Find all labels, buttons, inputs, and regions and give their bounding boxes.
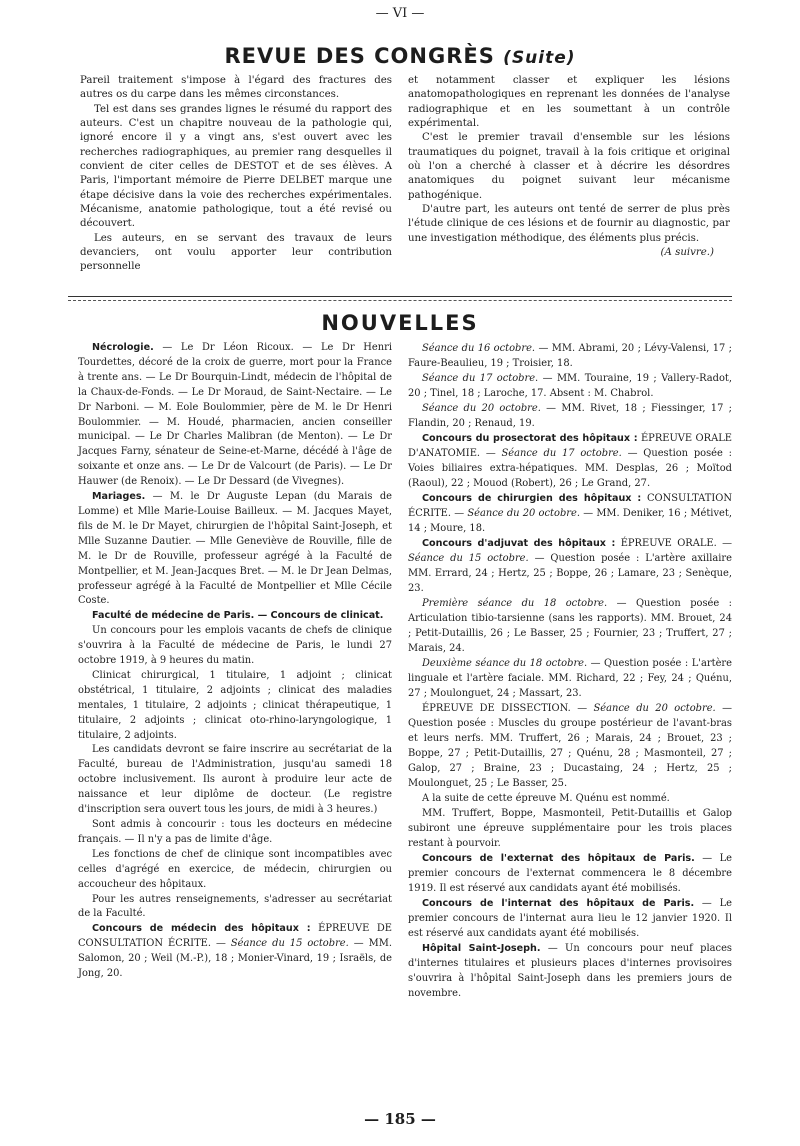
seance-text: — Question posée : Articulation tibio-tarsienne (sans les rapports). MM. Brouet, 24 ; Petit-Dutaillis, 26 ; Le Basser, 25 ; Fournier, 23 ; Truffert, 27 ; Marais, 24.	[408, 598, 732, 654]
faculte-heading: Faculté de médecine de Paris. — Concours de clinicat.	[92, 610, 384, 622]
faculte-paragraph: Pour les autres renseignements, s'adresser au secrétariat de la Faculté.	[78, 893, 392, 920]
nouvelles-left-column	[78, 341, 392, 982]
prosectorat-text: — Question posée : Voies biliaires extra-hépatiques. MM. Desplas, 26 ; Moïtod (Raoul), 22 ; Mouod (Robert), 26 ; Le Grand, 27.	[408, 448, 732, 489]
revue-left-paragraph: Tel est dans ses grandes lignes le résumé du rapport des auteurs. C'est un chapitre nouveau de la pathologie qui, ignoré encore il y a vingt ans, s'est ouvert avec les recherches radiographiques, au premier rang desquelles il convient de citer celles de DESTOT et de ses élèves. A Paris, l'important mémoire de Pierre DELBET marque une étape décisive dans la voie des recherches expérimentales. Mécanisme, anatomie pathologique, tout a été revisé ou découvert.	[80, 103, 392, 230]
saint-joseph-heading: Hôpital Saint-Joseph.	[422, 943, 541, 954]
seance-label: Séance du 16 octobre.	[422, 343, 536, 354]
necrologie-heading: Nécrologie.	[92, 342, 154, 353]
revue-title-text: REVUE DES CONGRÈS	[224, 44, 495, 68]
section-divider-dashed	[68, 300, 732, 301]
prosectorat-epreuve: ÉPREUVE ORALE D'ANATOMIE.	[408, 433, 732, 459]
folio: — VI —	[375, 6, 425, 21]
faculte-paragraph: Les fonctions de chef de clinique sont incompatibles avec celles d'agrégé en exercice, de médecin, chirurgien ou accoucheur des hôpitaux.	[78, 848, 392, 890]
revue-right-paragraph: et notamment classer et expliquer les lésions anatomopathologiques en reprenant les données de l'analyse radiographique et en les soumettant à un contrôle expérimental.	[408, 75, 730, 130]
adjuvat-seance: — Séance du 15 octobre.	[408, 538, 733, 564]
attribution: (A suivre.)	[660, 247, 714, 259]
faculte-paragraph: Un concours pour les emplois vacants de chefs de clinique s'ouvrira à la Faculté de médecine de Paris, le lundi 27 octobre 1919, à 9 heures du matin.	[78, 625, 392, 667]
mariages-heading: Mariages.	[92, 491, 146, 503]
subiront-paragraph: MM. Truffert, Boppe, Masmonteil, Petit-Dutaillis et Galop subiront une épreuve supplémentaire pour les trois places restant à pourvoir.	[408, 808, 732, 849]
revue-left-paragraph: Les auteurs, en se servant des travaux de leurs devanciers, ont voulu apporter leur contribution personnelle	[80, 232, 392, 273]
faculte-paragraph: Sont admis à concourir : tous les docteurs en médecine français. — Il n'y a pas de limite d'âge.	[78, 819, 392, 845]
seance-text: — MM. Abrami, 20 ; Lévy-Valensi, 17 ; Faure-Beaulieu, 19 ; Troisier, 18.	[408, 343, 732, 369]
externat-heading: Concours de l'externat des hôpitaux de Paris.	[422, 853, 695, 864]
dissection-seance: — Séance du 20 octobre.	[570, 703, 716, 714]
revue-left-column	[80, 74, 392, 275]
quenu-paragraph: A la suite de cette épreuve M. Quénu est nommé.	[422, 793, 670, 804]
section-divider	[68, 296, 732, 297]
nouvelles-right-column	[408, 341, 732, 1001]
dissection-text: — Question posée : Muscles du groupe postérieur de l'avant-bras et leurs nerfs. MM. Truffert, 26 ; Marais, 24 ; Brouet, 23 ; Boppe, 27 ; Petit-Dutaillis, 27 ; Quénu, 28 ; Masmonteil, 27 ; Galop, 27 ; Braine, 23 ; Ducastaing, 24 ; Hertz, 25 ; Moulonguet, 25 ; Le Basser, 25.	[408, 703, 733, 789]
revue-title-suffix: (Suite)	[503, 48, 576, 68]
medecin-epreuve: ÉPREUVE DE CONSULTATION ÉCRITE.	[78, 923, 392, 950]
revue-title	[0, 44, 800, 68]
revue-right-paragraph: C'est le premier travail d'ensemble sur les lésions traumatiques du poignet, travail à la fois critique et original où l'on a cherché à classer et à décrire les désordres anatomiques du poignet suivant leur mécanisme pathogénique.	[408, 132, 730, 201]
medecin-seance: — Séance du 15 octobre.	[211, 938, 349, 950]
faculte-paragraph: Clinicat chirurgical, 1 titulaire, 1 adjoint ; clinicat obstétrical, 1 titulaire, 2 adjoints ; clinicat des maladies mentales, 1 titulaire, 2 adjoints ; clinicat thérapeutique, 1 titulaire, 2 adjoints ; clinicat oto-rhino-laryngologique, 1 titulaire, 2 adjoints.	[78, 669, 392, 741]
page-number: — 185 —	[364, 1110, 436, 1128]
adjuvat-epreuve: ÉPREUVE ORALE.	[615, 538, 717, 549]
necrologie-text: — Le Dr Léon Ricoux. — Le Dr Henri Tourdettes, décoré de la croix de guerre, mort pour la France à trente ans. — Le Dr Bourquin-Lindt, médecin de l'hôpital de la Chaux-de-Fonds. — Le Dr Moraud, de Saint-Nectaire. — Le Dr Narboni. — M. Eole Boulommier, père de M. le Dr Henri Boulommier. — M. Houdé, pharmacien, ancien conseiller municipal. — Le Dr Charles Malibran (de Menton). — Le Dr Jacques Farny, sénateur de Seine-et-Marne, décédé à l'âge de soixante et onze ans. — Le Dr de Valcourt (de Paris). — Le Dr Hauwer (de Renoix). — Le Dr Dessard (de Vivegnes).	[78, 342, 392, 488]
dissection-epreuve: ÉPREUVE DE DISSECTION.	[422, 703, 571, 714]
chirurgien-epreuve: CONSULTATION ÉCRITE.	[408, 493, 732, 519]
medecin-text: — MM. Salomon, 20 ; Weil (M.-P.), 18 ; Monier-Vinard, 19 ; Israëls, de Jong, 20.	[78, 938, 393, 980]
seance-label: Première séance du 18 octobre.	[422, 598, 608, 609]
seance-label: Séance du 20 octobre.	[422, 403, 541, 414]
saint-joseph-text: — Un concours pour neuf places d'internes titulaires et plusieurs places d'internes provisoires s'ouvrira à l'hôpital Saint-Joseph dans les premiers jours de novembre.	[408, 943, 732, 999]
revue-right-column	[408, 74, 730, 260]
medecin-heading: Concours de médecin des hôpitaux :	[92, 923, 311, 935]
adjuvat-heading: Concours d'adjuvat des hôpitaux :	[422, 538, 616, 549]
revue-left-paragraph: Pareil traitement s'impose à l'égard des fractures des autres os du carpe dans les mêmes circonstances.	[80, 75, 392, 101]
internat-text: — Le premier concours de l'internat aura lieu le 12 janvier 1920. Il est réservé aux candidats ayant été mobilisés.	[408, 898, 732, 939]
seance-text: — Question posée : L'artère linguale et l'artère faciale. MM. Richard, 22 ; Fey, 24 ; Quénu, 27 ; Moulonguet, 24 ; Massart, 23.	[408, 658, 732, 699]
internat-heading: Concours de l'internat des hôpitaux de Paris.	[422, 898, 695, 909]
chirurgien-seance: — Séance du 20 octobre.	[451, 508, 580, 519]
chirurgien-text: — MM. Deniker, 16 ; Métivet, 14 ; Moure, 18.	[408, 508, 732, 534]
faculte-paragraph: Les candidats devront se faire inscrire au secrétariat de la Faculté, bureau de l'Administration, jusqu'au samedi 18 octobre inclusivement. Ils auront à produire leur acte de naissance et leur diplôme de docteur. (Le registre d'inscription sera ouvert tous les jours, de midi à 3 heures.)	[78, 744, 392, 816]
prosectorat-seance: — Séance du 17 octobre.	[480, 448, 622, 459]
externat-text: — Le premier concours de l'externat commencera le 8 décembre 1919. Il est réservé aux candidats ayant été mobilisés.	[408, 853, 732, 894]
mariages-text: — M. le Dr Auguste Lepan (du Marais de Lomme) et Mlle Marie-Louise Bailleux. — M. Jacques Mayet, fils de M. le Dr Mayet, chirurgien de l'hôpital Saint-Joseph, et Mlle Suzanne Dautier. — Mlle Geneviève de Rouville, fille de M. le Dr de Rouville, professeur agrégé à la Faculté de Montpellier, et M. Jean-Jacques Bret. — M. le Dr Jean Delmas, professeur agrégé à la Faculté de Montpellier et Mlle Cécile Coste.	[78, 491, 392, 607]
seance-text: — MM. Touraine, 19 ; Vallery-Radot, 20 ; Tinel, 18 ; Laroche, 17. Absent : M. Chabrol.	[408, 373, 733, 399]
revue-right-paragraph: D'autre part, les auteurs ont tenté de serrer de plus près l'étude clinique de ces lésions et de fournir au diagnostic, par une investigation méthodique, des éléments plus précis.	[408, 204, 730, 244]
seance-label: Deuxième séance du 18 octobre.	[422, 658, 588, 669]
seance-label: Séance du 17 octobre.	[422, 373, 539, 384]
adjuvat-text: — Question posée : L'artère axillaire MM. Errard, 24 ; Hertz, 25 ; Boppe, 26 ; Lamare, 23 ; Senèque, 23.	[408, 553, 732, 594]
chirurgien-heading: Concours de chirurgien des hôpitaux :	[422, 493, 642, 504]
seance-text: — MM. Rivet, 18 ; Fiessinger, 17 ; Flandin, 20 ; Renaud, 19.	[408, 403, 733, 429]
nouvelles-title: NOUVELLES	[321, 311, 479, 335]
prosectorat-heading: Concours du prosectorat des hôpitaux :	[422, 433, 638, 444]
